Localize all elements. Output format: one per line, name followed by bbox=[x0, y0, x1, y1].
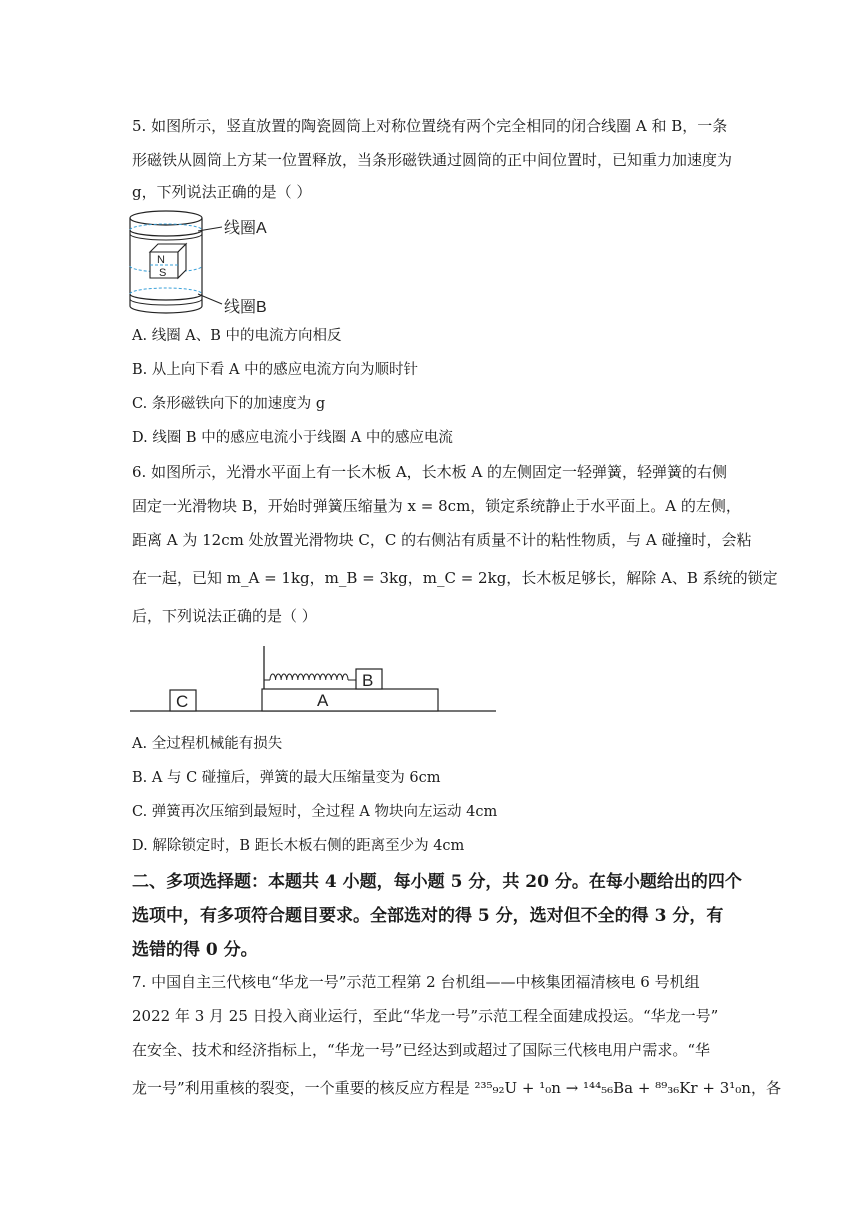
q6-stem-line-1: 6. 如图所示，光滑水平面上有一长木板 A，长木板 A 的左侧固定一轻弹簧，轻弹簧的右侧 bbox=[132, 463, 728, 481]
q5-option-c: C. 条形磁铁向下的加速度为 g bbox=[132, 396, 326, 412]
q6-stem-line-5: 后，下列说法正确的是（ ） bbox=[132, 607, 317, 625]
q6-stem-line-4: 在一起，已知 m_A = 1kg，m_B = 3kg，m_C = 2kg，长木板足够长，解除 A、B 系统的锁定 bbox=[132, 569, 778, 587]
q6-option-c: C. 弹簧再次压缩到最短时，全过程 A 物块向左运动 4cm bbox=[132, 804, 498, 820]
q6-figure-board-spring bbox=[130, 640, 500, 716]
magnet-s-label: S bbox=[159, 267, 167, 279]
q5-stem-line-2: 形磁铁从圆筒上方某一位置释放，当条形磁铁通过圆筒的正中间位置时，已知重力加速度为 bbox=[132, 151, 733, 169]
block-c-label: C bbox=[176, 692, 189, 711]
magnet-n-label: N bbox=[157, 254, 165, 266]
q7-stem-line-1: 7. 中国自主三代核电“华龙一号”示范工程第 2 台机组——中核集团福清核电 6 号机组 bbox=[132, 973, 700, 991]
q6-option-a: A. 全过程机械能有损失 bbox=[132, 736, 283, 752]
block-b-label: B bbox=[362, 671, 374, 690]
q6-stem-line-2: 固定一光滑物块 B，开始时弹簧压缩量为 x = 8cm，锁定系统静止于水平面上。A 的左侧， bbox=[132, 497, 741, 515]
q6-option-b: B. A 与 C 碰撞后，弹簧的最大压缩量变为 6cm bbox=[132, 770, 441, 786]
q5-option-b: B. 从上向下看 A 中的感应电流方向为顺时针 bbox=[132, 362, 419, 378]
q5-option-a: A. 线圈 A、B 中的电流方向相反 bbox=[132, 328, 342, 344]
q6-option-d: D. 解除锁定时，B 距长木板右侧的距离至少为 4cm bbox=[132, 838, 465, 854]
q5-stem-line-3: g，下列说法正确的是（ ） bbox=[132, 183, 312, 201]
section-2-heading-line-1: 二、多项选择题：本题共 4 小题，每小题 5 分，共 20 分。在每小题给出的四个 bbox=[132, 872, 742, 892]
q7-stem-line-4: 龙一号”利用重核的裂变，一个重要的核反应方程是 ²³⁵₉₂U + ¹₀n → ¹⁴⁴₅₆Ba + ⁸⁹₃₆Kr + 3¹₀n，各 bbox=[132, 1079, 781, 1097]
q7-stem-line-2: 2022 年 3 月 25 日投入商业运行，至此“华龙一号”示范工程全面建成投运。“华龙一号” bbox=[132, 1007, 719, 1025]
section-2-heading-line-3: 选错的得 0 分。 bbox=[132, 940, 258, 960]
coil-b-label: 线圈B bbox=[224, 299, 267, 316]
q7-stem-line-3: 在安全、技术和经济指标上，“华龙一号”已经达到或超过了国际三代核电用户需求。“华 bbox=[132, 1041, 711, 1059]
section-2-heading-line-2: 选项中，有多项符合题目要求。全部选对的得 5 分，选对但不全的得 3 分，有 bbox=[132, 906, 724, 926]
q6-stem-line-3: 距离 A 为 12cm 处放置光滑物块 C，C 的右侧沾有质量不计的粘性物质，与 A 碰撞时，会粘 bbox=[132, 531, 752, 549]
q5-figure-cylinder bbox=[126, 206, 286, 320]
board-a-label: A bbox=[317, 691, 329, 710]
q5-option-d: D. 线圈 B 中的感应电流小于线圈 A 中的感应电流 bbox=[132, 430, 453, 446]
q5-stem-line-1: 5. 如图所示，竖直放置的陶瓷圆筒上对称位置绕有两个完全相同的闭合线圈 A 和 B，一条 bbox=[132, 117, 728, 135]
coil-a-label: 线圈A bbox=[224, 220, 267, 237]
